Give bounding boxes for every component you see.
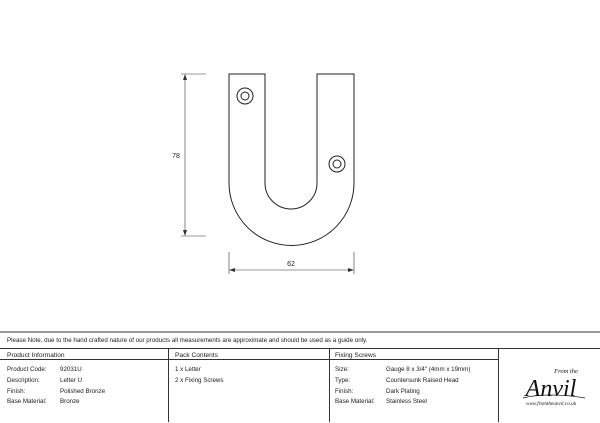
screw-size-label: Size: [335, 366, 349, 373]
finish-value: Polished Bronze [60, 388, 106, 395]
product-information-heading: Product Information [7, 352, 65, 359]
screw-hole-bottom [329, 156, 345, 172]
product-code-value: 92031U [60, 366, 82, 373]
table-header-divider [0, 359, 499, 360]
screw-material-label: Base Material: [335, 398, 375, 405]
base-material-value: Bronze [60, 398, 80, 405]
screw-hole-top [237, 88, 253, 104]
pack-item-letter: 1 x Letter [175, 366, 201, 373]
description-value: Letter U [60, 377, 83, 384]
pack-item-screws: 2 x Fixing Screws [175, 377, 224, 384]
description-label: Description: [7, 377, 40, 384]
fixing-screws-heading: Fixing Screws [335, 352, 377, 359]
column-divider-3 [498, 348, 499, 422]
width-label: 62 [287, 261, 295, 268]
screw-type-label: Type: [335, 377, 351, 384]
height-dimension [181, 74, 206, 236]
letter-u-outline [229, 74, 354, 245]
screw-finish-label: Finish: [335, 388, 354, 395]
base-material-label: Base Material: [7, 398, 47, 405]
pack-contents-heading: Pack Contents [175, 352, 218, 359]
screw-finish-value: Dark Plating [386, 388, 420, 395]
finish-label: Finish: [7, 388, 26, 395]
column-divider-2 [329, 348, 330, 422]
screw-size-value: Gauge 8 x 3/4" (4mm x 19mm) [386, 366, 471, 373]
logo-url: www.fromtheanvil.co.uk [526, 401, 576, 407]
from-the-anvil-logo [503, 360, 597, 420]
product-code-label: Product Code: [7, 366, 47, 373]
logo-wordmark: Anvil [525, 376, 577, 402]
screw-type-value: Countersunk Raised Head [386, 377, 459, 384]
screw-material-value: Stainless Steel [386, 398, 427, 405]
height-label: 78 [172, 153, 180, 160]
logo-tagline: From the [554, 368, 578, 375]
column-divider-1 [168, 348, 169, 422]
measurement-note: Please Note, due to the hand crafted nature of our products all measurements are approximate and should be used as a guide only. [7, 337, 368, 344]
